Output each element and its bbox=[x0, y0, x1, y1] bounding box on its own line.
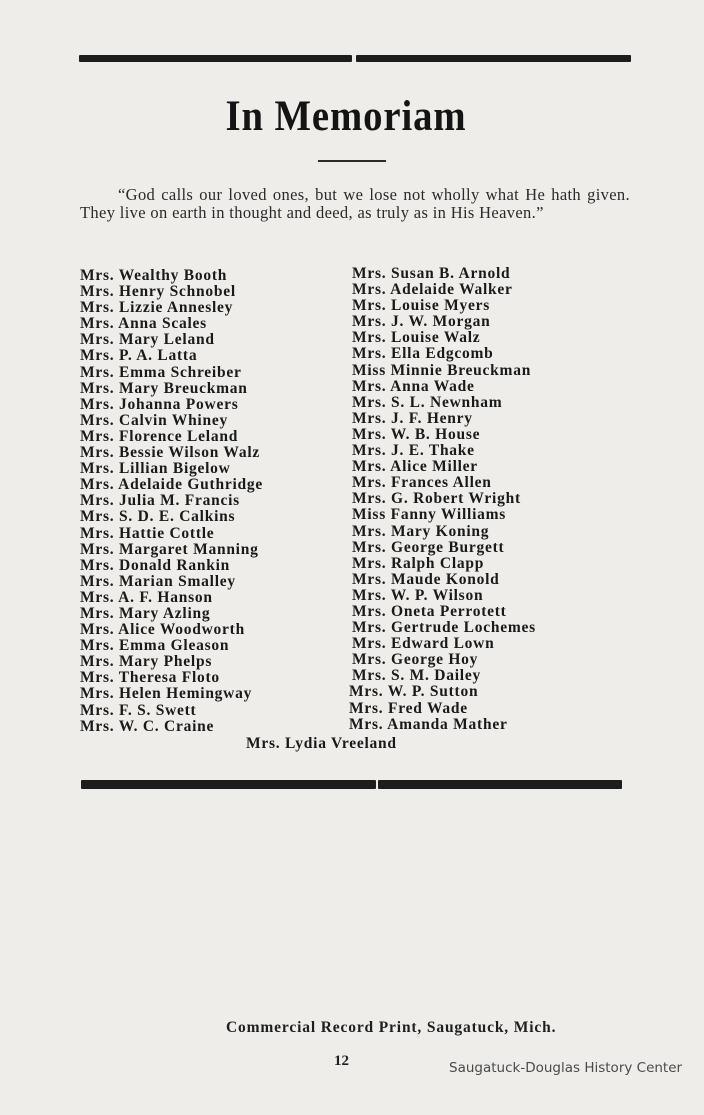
memorial-name: Mrs. F. S. Swett bbox=[80, 701, 197, 719]
memorial-name: Mrs. W. P. Wilson bbox=[352, 586, 484, 604]
names-list-left bbox=[80, 268, 263, 735]
memorial-name: Mrs. Johanna Powers bbox=[80, 395, 239, 413]
memorial-name: Mrs. Adelaide Guthridge bbox=[80, 476, 264, 494]
memorial-name: Mrs. Marian Smalley bbox=[80, 572, 236, 590]
memorial-name: Mrs. Mary Breuckman bbox=[80, 379, 248, 397]
memorial-name: Mrs. Alice Miller bbox=[352, 458, 478, 476]
memorial-name: Mrs. George Hoy bbox=[352, 651, 479, 669]
memorial-name: Mrs. Bessie Wilson Walz bbox=[80, 444, 261, 462]
memorial-name: Mrs. S. D. E. Calkins bbox=[80, 508, 236, 526]
memorial-name: Mrs. W. P. Sutton bbox=[349, 683, 479, 701]
memorial-name: Mrs. Emma Schreiber bbox=[80, 363, 242, 381]
memorial-name: Mrs. Lillian Bigelow bbox=[80, 460, 231, 478]
memorial-name: Mrs. Maude Konold bbox=[352, 570, 500, 588]
memorial-name: Mrs. Ella Edgcomb bbox=[352, 345, 494, 363]
final-name: Mrs. Lydia Vreeland bbox=[246, 735, 397, 752]
memorial-name: Mrs. J. F. Henry bbox=[352, 409, 473, 427]
memorial-name: Mrs. Ralph Clapp bbox=[352, 554, 485, 572]
top-divider-rule bbox=[79, 55, 631, 62]
memorial-name: Mrs. W. B. House bbox=[352, 425, 481, 443]
names-list-right bbox=[349, 265, 536, 733]
memorial-name: Mrs. Mary Leland bbox=[80, 331, 215, 349]
watermark-credit: Saugatuck-Douglas History Center bbox=[449, 1060, 683, 1076]
memorial-name: Mrs. Mary Koning bbox=[352, 522, 490, 540]
memorial-name: Mrs. Louise Myers bbox=[352, 297, 491, 315]
memorial-name: Mrs. Emma Gleason bbox=[80, 637, 230, 655]
memorial-name: Mrs. Julia M. Francis bbox=[80, 492, 240, 510]
memorial-name: Mrs. Mary Azling bbox=[80, 604, 211, 622]
memorial-name: Mrs. Theresa Floto bbox=[80, 669, 220, 687]
memorial-name: Mrs. Edward Lown bbox=[352, 635, 495, 653]
memorial-name: Mrs. Amanda Mather bbox=[349, 715, 508, 733]
memorial-name: Mrs. Alice Woodworth bbox=[80, 621, 245, 639]
memorial-name: Mrs. Oneta Perrotett bbox=[352, 602, 507, 620]
memorial-name: Mrs. Fred Wade bbox=[349, 699, 468, 717]
memorial-name: Mrs. Gertrude Lochemes bbox=[352, 619, 536, 637]
memorial-name: Mrs. Louise Walz bbox=[352, 329, 481, 347]
memorial-name: Mrs. Anna Scales bbox=[80, 315, 207, 333]
memorial-name: Mrs. S. M. Dailey bbox=[352, 667, 481, 685]
memorial-name: Mrs. Wealthy Booth bbox=[80, 267, 228, 284]
memorial-name: Miss Fanny Williams bbox=[352, 506, 507, 524]
memorial-name: Mrs. P. A. Latta bbox=[80, 347, 198, 365]
memorial-name: Mrs. Frances Allen bbox=[352, 474, 492, 492]
memorial-name: Mrs. A. F. Hanson bbox=[80, 588, 213, 606]
memorial-name: Mrs. Hattie Cottle bbox=[80, 524, 215, 542]
title-underline bbox=[318, 160, 386, 162]
page-title: In Memoriam bbox=[225, 93, 467, 140]
memorial-name: Mrs. W. C. Craine bbox=[80, 717, 215, 735]
memorial-name: Mrs. G. Robert Wright bbox=[352, 490, 521, 508]
bottom-divider-rule bbox=[81, 780, 622, 789]
memorial-name: Mrs. S. L. Newnham bbox=[352, 393, 503, 411]
memorial-name: Mrs. J. W. Morgan bbox=[352, 313, 491, 331]
memorial-name: Mrs. Donald Rankin bbox=[80, 556, 231, 574]
memorial-name: Mrs. Florence Leland bbox=[80, 427, 239, 445]
memorial-name: Mrs. Henry Schnobel bbox=[80, 283, 236, 301]
memorial-name: Mrs. Adelaide Walker bbox=[352, 281, 513, 299]
memorial-name: Mrs. George Burgett bbox=[352, 538, 505, 556]
memorial-name: Mrs. Lizzie Annesley bbox=[80, 299, 234, 317]
memorial-quote: “God calls our loved ones, but we lose not wholly what He hath given. They live on earth in thought and deed, as truly as in His Heaven.” bbox=[80, 185, 630, 222]
memorial-name: Mrs. J. E. Thake bbox=[352, 442, 475, 460]
memorial-name: Mrs. Anna Wade bbox=[352, 377, 475, 395]
memorial-name: Miss Minnie Breuckman bbox=[352, 361, 532, 379]
memorial-name: Mrs. Mary Phelps bbox=[80, 653, 213, 671]
memorial-name: Mrs. Susan B. Arnold bbox=[352, 265, 511, 282]
memorial-name: Mrs. Margaret Manning bbox=[80, 540, 259, 558]
page-number: 12 bbox=[334, 1053, 349, 1069]
memorial-name: Mrs. Helen Hemingway bbox=[80, 685, 253, 703]
memorial-name: Mrs. Calvin Whiney bbox=[80, 411, 228, 429]
printer-credit: Commercial Record Print, Saugatuck, Mich. bbox=[226, 1019, 557, 1036]
